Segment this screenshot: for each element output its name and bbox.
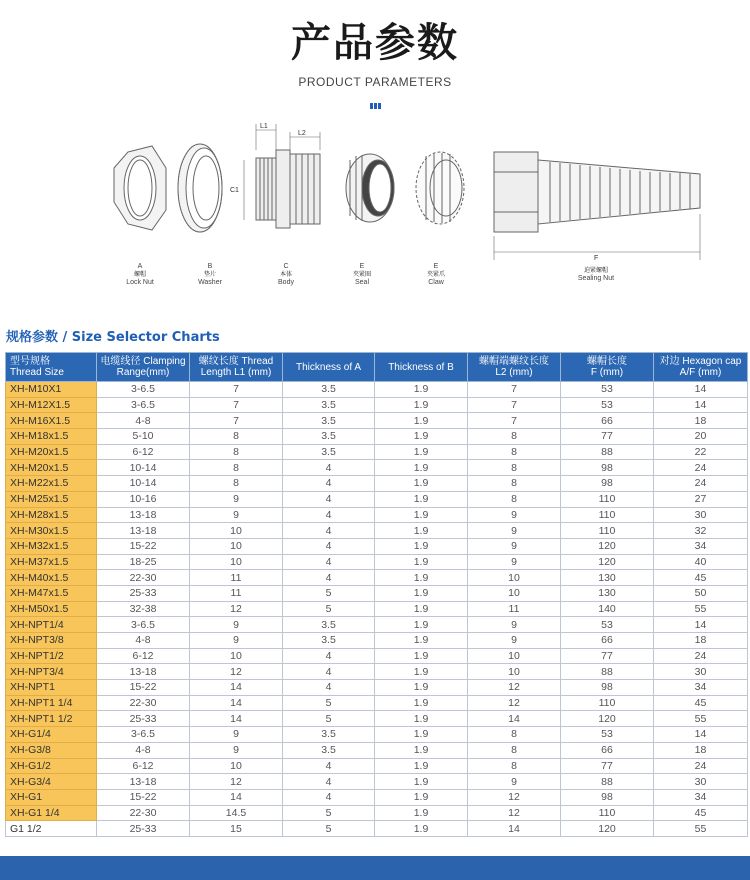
table-cell: 9 [468,538,561,554]
table-cell: 3.5 [283,633,375,649]
table-cell: 10 [190,648,283,664]
table-cell: 15-22 [97,538,190,554]
table-cell: 13-18 [97,774,190,790]
table-row [6,444,748,460]
table-cell: 53 [561,617,654,633]
table-cell: 1.9 [375,382,468,398]
table-cell: 1.9 [375,821,468,837]
table-cell: 24 [654,460,748,476]
table-cell: 66 [561,633,654,649]
table-cell: 50 [654,585,748,601]
table-cell: 4 [283,664,375,680]
table-cell: 5 [283,585,375,601]
table-cell: 4 [283,789,375,805]
table-cell: 14 [190,695,283,711]
table-cell: 20 [654,429,748,445]
table-row [6,382,748,398]
table-cell: 1.9 [375,805,468,821]
table-cell: 15 [190,821,283,837]
table-cell: 7 [190,382,283,398]
table-cell: 53 [561,727,654,743]
dim-f: F [594,255,599,262]
model-cell: XH-G1/4 [6,727,97,743]
table-row [6,538,748,554]
table-row [6,711,748,727]
table-cell: 120 [561,554,654,570]
table-cell: 1.9 [375,538,468,554]
table-cell: 1.9 [375,711,468,727]
table-cell: 1.9 [375,429,468,445]
table-cell: 9 [468,633,561,649]
table-cell: 9 [468,554,561,570]
table-row [6,789,748,805]
model-cell: XH-NPT1/4 [6,617,97,633]
table-cell: 88 [561,664,654,680]
table-cell: 10 [468,570,561,586]
model-cell: XH-G3/4 [6,774,97,790]
model-cell: XH-M16X1.5 [6,413,97,429]
table-cell: 3.5 [283,742,375,758]
table-cell: 5-10 [97,429,190,445]
table-row [6,601,748,617]
table-cell: 1.9 [375,601,468,617]
table-cell: 130 [561,570,654,586]
table-row [6,585,748,601]
table-body [6,382,748,837]
table-cell: 4 [283,491,375,507]
table-cell: 110 [561,507,654,523]
page-header [0,0,750,110]
title-decoration [369,94,383,100]
model-cell: XH-M20x1.5 [6,444,97,460]
table-cell: 77 [561,758,654,774]
table-row [6,617,748,633]
model-cell: XH-M10X1 [6,382,97,398]
table-cell: 1.9 [375,774,468,790]
part-label-seal: E 夹紧圈 Seal [352,263,371,286]
table-cell: 6-12 [97,444,190,460]
model-cell: XH-G1 [6,789,97,805]
table-cell: 22-30 [97,695,190,711]
model-cell: XH-M30x1.5 [6,523,97,539]
table-cell: 1.9 [375,444,468,460]
table-cell: 13-18 [97,523,190,539]
table-cell: 25-33 [97,711,190,727]
model-cell: XH-M32x1.5 [6,538,97,554]
table-cell: 3.5 [283,413,375,429]
model-cell: G1 1/2 [6,821,97,837]
table-cell: 8 [468,727,561,743]
table-cell: 24 [654,476,748,492]
table-cell: 12 [468,805,561,821]
model-cell: XH-NPT3/4 [6,664,97,680]
table-cell: 7 [468,382,561,398]
lock-nut-drawing [114,146,166,230]
table-cell: 14 [468,821,561,837]
part-label-washer: B 垫片 Washer [198,263,222,286]
table-cell: 9 [468,523,561,539]
table-cell: 45 [654,695,748,711]
table-cell: 3.5 [283,382,375,398]
model-cell: XH-M37x1.5 [6,554,97,570]
table-cell: 30 [654,507,748,523]
table-cell: 18-25 [97,554,190,570]
table-cell: 10 [468,664,561,680]
table-cell: 40 [654,554,748,570]
table-cell: 8 [468,742,561,758]
table-cell: 15-22 [97,789,190,805]
table-cell: 13-18 [97,664,190,680]
table-cell: 88 [561,444,654,460]
table-cell: 1.9 [375,633,468,649]
table-cell: 32-38 [97,601,190,617]
column-header: 螺纹长度 Thread Length L1 (mm) [190,353,283,382]
table-cell: 6-12 [97,758,190,774]
table-cell: 1.9 [375,585,468,601]
table-cell: 7 [468,397,561,413]
sealing-nut-drawing [494,152,700,260]
table-cell: 6-12 [97,648,190,664]
table-cell: 11 [468,601,561,617]
column-header: Thickness of B [375,353,468,382]
table-cell: 30 [654,664,748,680]
table-cell: 12 [190,601,283,617]
table-cell: 98 [561,476,654,492]
table-cell: 10 [190,554,283,570]
table-cell: 22-30 [97,570,190,586]
table-cell: 10-14 [97,476,190,492]
table-cell: 10-16 [97,491,190,507]
model-cell: XH-NPT1 [6,680,97,696]
table-cell: 1.9 [375,397,468,413]
table-cell: 18 [654,742,748,758]
table-cell: 3.5 [283,727,375,743]
table-cell: 14 [654,727,748,743]
model-cell: XH-M40x1.5 [6,570,97,586]
model-cell: XH-NPT1 1/4 [6,695,97,711]
table-cell: 9 [190,727,283,743]
table-cell: 55 [654,711,748,727]
column-header: 螺帽长度 F (mm) [561,353,654,382]
model-cell: XH-NPT1/2 [6,648,97,664]
part-label-claw: E 夹紧爪 Claw [426,263,445,286]
table-cell: 4 [283,507,375,523]
table-cell: 4 [283,460,375,476]
page-subtitle: PRODUCT PARAMETERS [298,75,452,89]
table-row [6,476,748,492]
table-cell: 18 [654,633,748,649]
table-cell: 14 [190,789,283,805]
table-cell: 1.9 [375,413,468,429]
table-cell: 8 [190,429,283,445]
table-cell: 5 [283,601,375,617]
table-cell: 9 [190,507,283,523]
table-row [6,805,748,821]
table-cell: 1.9 [375,695,468,711]
table-row [6,460,748,476]
table-row [6,742,748,758]
table-cell: 12 [468,680,561,696]
table-cell: 8 [468,476,561,492]
table-cell: 10-14 [97,460,190,476]
table-cell: 55 [654,821,748,837]
table-cell: 140 [561,601,654,617]
dim-l2: L2 [298,130,306,137]
table-cell: 30 [654,774,748,790]
table-cell: 66 [561,742,654,758]
table-cell: 14 [468,711,561,727]
table-cell: 3.5 [283,617,375,633]
size-selector-table [5,352,748,837]
column-header: 螺帽端螺纹长度 L2 (mm) [468,353,561,382]
table-row [6,523,748,539]
table-cell: 7 [190,397,283,413]
table-cell: 5 [283,695,375,711]
table-cell: 130 [561,585,654,601]
table-cell: 8 [190,444,283,460]
table-cell: 110 [561,491,654,507]
table-cell: 4 [283,774,375,790]
section-title: 规格参数 / Size Selector Charts [6,330,220,345]
body-drawing [244,124,320,228]
model-cell: XH-NPT3/8 [6,633,97,649]
table-cell: 24 [654,648,748,664]
table-cell: 13-18 [97,507,190,523]
table-cell: 1.9 [375,507,468,523]
table-cell: 14 [190,680,283,696]
table-row [6,695,748,711]
table-cell: 1.9 [375,476,468,492]
table-cell: 14 [654,382,748,398]
table-cell: 5 [283,805,375,821]
table-cell: 9 [190,633,283,649]
table-cell: 88 [561,774,654,790]
table-cell: 15-22 [97,680,190,696]
table-cell: 1.9 [375,617,468,633]
table-cell: 4 [283,758,375,774]
table-cell: 22-30 [97,805,190,821]
table-cell: 53 [561,382,654,398]
table-cell: 77 [561,648,654,664]
part-label-lock-nut: A 螺帽 Lock Nut [126,263,154,286]
table-cell: 25-33 [97,821,190,837]
table-row [6,727,748,743]
table-row [6,774,748,790]
table-cell: 22 [654,444,748,460]
table-cell: 1.9 [375,742,468,758]
table-cell: 4-8 [97,742,190,758]
table-cell: 98 [561,680,654,696]
table-cell: 3.5 [283,397,375,413]
table-cell: 8 [190,460,283,476]
table-cell: 4 [283,570,375,586]
table-cell: 12 [190,774,283,790]
table-cell: 1.9 [375,648,468,664]
table-cell: 12 [468,695,561,711]
model-cell: XH-G3/8 [6,742,97,758]
table-row [6,491,748,507]
table-cell: 120 [561,821,654,837]
table-cell: 8 [468,758,561,774]
table-cell: 1.9 [375,554,468,570]
table-cell: 1.9 [375,680,468,696]
model-cell: XH-M18x1.5 [6,429,97,445]
table-cell: 14 [190,711,283,727]
table-row [6,413,748,429]
table-cell: 1.9 [375,491,468,507]
dim-c1: C1 [230,187,239,194]
table-cell: 10 [468,585,561,601]
table-row [6,664,748,680]
table-row [6,821,748,837]
table-cell: 3-6.5 [97,617,190,633]
table-cell: 3-6.5 [97,397,190,413]
table-cell: 4 [283,476,375,492]
table-cell: 12 [468,789,561,805]
table-cell: 10 [190,758,283,774]
table-cell: 1.9 [375,727,468,743]
table-cell: 1.9 [375,664,468,680]
washer-drawing [178,144,222,232]
table-cell: 9 [190,491,283,507]
model-cell: XH-G1 1/4 [6,805,97,821]
table-row [6,429,748,445]
column-header: 对边 Hexagon cap A/F (mm) [654,353,748,382]
exploded-diagram [0,110,750,310]
table-cell: 9 [468,507,561,523]
table-cell: 1.9 [375,460,468,476]
table-cell: 27 [654,491,748,507]
footer-bar [0,856,750,880]
table-cell: 53 [561,397,654,413]
table-cell: 11 [190,570,283,586]
table-cell: 11 [190,585,283,601]
table-cell: 8 [468,491,561,507]
table-cell: 45 [654,805,748,821]
page-title: 产品参数 [291,20,459,66]
table-cell: 34 [654,538,748,554]
dim-l1: L1 [260,123,268,130]
model-cell: XH-M25x1.5 [6,491,97,507]
table-cell: 10 [190,523,283,539]
part-label-body: C 本体 Body [278,263,294,286]
table-cell: 5 [283,821,375,837]
table-row [6,570,748,586]
table-cell: 1.9 [375,523,468,539]
table-cell: 24 [654,758,748,774]
table-cell: 14 [654,397,748,413]
table-cell: 4 [283,554,375,570]
claw-drawing [416,152,464,224]
table-row [6,758,748,774]
table-cell: 8 [468,460,561,476]
table-row [6,397,748,413]
table-cell: 77 [561,429,654,445]
model-cell: XH-M28x1.5 [6,507,97,523]
table-cell: 18 [654,413,748,429]
table-cell: 3-6.5 [97,382,190,398]
table-cell: 32 [654,523,748,539]
column-header: 型号规格 Thread Size [6,353,97,382]
table-row [6,680,748,696]
seal-drawing [346,154,394,222]
table-cell: 3-6.5 [97,727,190,743]
table-cell: 7 [468,413,561,429]
model-cell: XH-G1/2 [6,758,97,774]
table-cell: 25-33 [97,585,190,601]
table-cell: 34 [654,789,748,805]
table-cell: 110 [561,695,654,711]
model-cell: XH-M12X1.5 [6,397,97,413]
table-cell: 98 [561,460,654,476]
table-cell: 34 [654,680,748,696]
table-cell: 1.9 [375,789,468,805]
table-cell: 9 [468,774,561,790]
table-cell: 9 [468,617,561,633]
table-cell: 55 [654,601,748,617]
model-cell: XH-NPT1 1/2 [6,711,97,727]
table-row [6,633,748,649]
table-cell: 10 [468,648,561,664]
table-cell: 45 [654,570,748,586]
table-cell: 66 [561,413,654,429]
column-header: 电缆线径 Clamping Range(mm) [97,353,190,382]
table-cell: 10 [190,538,283,554]
table-cell: 98 [561,789,654,805]
table-cell: 4 [283,523,375,539]
table-cell: 14 [654,617,748,633]
table-row [6,648,748,664]
table-cell: 8 [468,429,561,445]
table-cell: 14.5 [190,805,283,821]
table-cell: 1.9 [375,570,468,586]
table-cell: 8 [468,444,561,460]
table-cell: 120 [561,711,654,727]
table-cell: 9 [190,617,283,633]
table-row [6,507,748,523]
model-cell: XH-M20x1.5 [6,460,97,476]
table-cell: 4 [283,680,375,696]
table-cell: 4 [283,648,375,664]
table-cell: 3.5 [283,429,375,445]
table-cell: 4-8 [97,413,190,429]
table-cell: 4-8 [97,633,190,649]
table-cell: 3.5 [283,444,375,460]
table-cell: 12 [190,664,283,680]
table-cell: 4 [283,538,375,554]
table-cell: 5 [283,711,375,727]
model-cell: XH-M22x1.5 [6,476,97,492]
part-label-sealing-nut: 迫紧螺帽 Sealing Nut [577,267,615,282]
column-header: Thickness of A [283,353,375,382]
table-cell: 110 [561,523,654,539]
table-cell: 9 [190,742,283,758]
model-cell: XH-M47x1.5 [6,585,97,601]
table-cell: 120 [561,538,654,554]
table-header-row [6,353,748,382]
model-cell: XH-M50x1.5 [6,601,97,617]
table-cell: 7 [190,413,283,429]
table-cell: 110 [561,805,654,821]
table-cell: 8 [190,476,283,492]
table-row [6,554,748,570]
table-cell: 1.9 [375,758,468,774]
